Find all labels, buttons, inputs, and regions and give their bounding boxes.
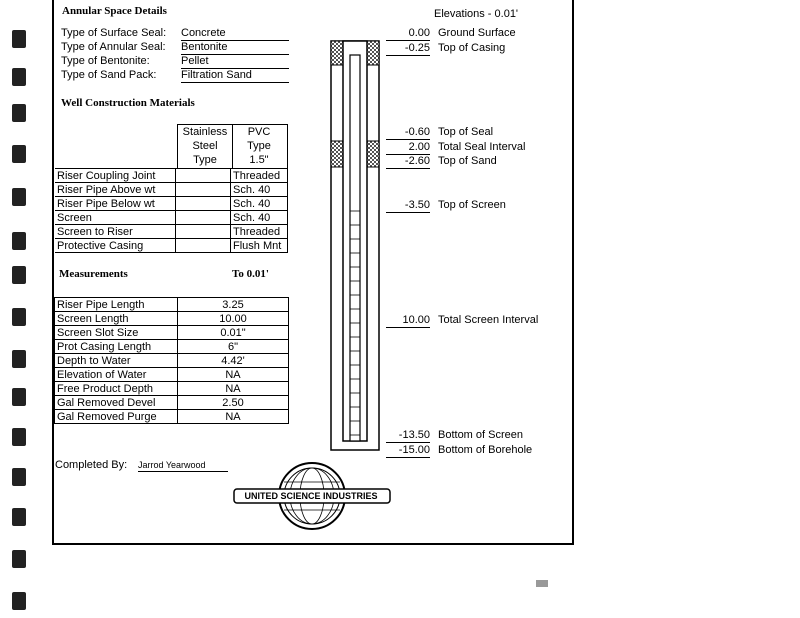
header-line: Type — [247, 140, 271, 152]
completed-label: Completed By: — [55, 459, 128, 471]
row-value: 2.50 — [178, 396, 289, 410]
measurements-unit: To 0.01' — [232, 268, 269, 280]
elevation-bottom-of-borehole — [386, 444, 532, 458]
elevation-value: -13.50 — [386, 429, 430, 443]
row-label: Screen — [55, 211, 176, 225]
annular-value: Bentonite — [181, 41, 289, 55]
elevation-top-of-sand — [386, 155, 497, 169]
annular-label: Type of Bentonite: — [61, 55, 150, 67]
row-label: Free Product Depth — [55, 382, 178, 396]
pvc-header — [231, 124, 288, 169]
annular-value: Pellet — [181, 55, 289, 69]
table-row — [55, 183, 288, 197]
row-label: Gal Removed Purge — [55, 410, 178, 424]
header-line: Type — [193, 154, 217, 166]
well-diagram — [320, 35, 390, 460]
header-line: Stainless — [182, 126, 228, 138]
cell-b: Sch. 40 — [231, 211, 288, 225]
elevation-label: Top of Casing — [438, 42, 506, 54]
row-label: Screen to Riser — [55, 225, 176, 239]
cell-b: Sch. 40 — [231, 183, 288, 197]
annular-value: Concrete — [181, 27, 289, 41]
row-label: Gal Removed Devel — [55, 396, 178, 410]
table-row — [55, 239, 288, 253]
elevation-value: 10.00 — [386, 314, 430, 328]
header-line: Steel — [192, 140, 218, 152]
row-label: Riser Pipe Below wt — [55, 197, 176, 211]
annular-label: Type of Sand Pack: — [61, 69, 157, 81]
annular-value: Filtration Sand — [181, 69, 289, 83]
row-value: NA — [178, 368, 289, 382]
table-row — [55, 298, 289, 312]
cell-b: Threaded — [231, 169, 288, 183]
table-row — [55, 368, 289, 382]
section-title: Annular Space Details — [62, 5, 167, 17]
elevation-top-of-screen — [386, 199, 506, 213]
stainless-header — [177, 124, 233, 169]
cell-b: Sch. 40 — [231, 197, 288, 211]
elevation-label: Top of Seal — [438, 126, 494, 138]
elevation-label: Total Seal Interval — [438, 141, 526, 153]
row-label: Elevation of Water — [55, 368, 178, 382]
elevations-label: Elevations - 0.01' — [434, 8, 519, 20]
elevation-top-of-seal — [386, 126, 493, 140]
row-value: 0.01" — [178, 326, 289, 340]
elevation-label: Top of Sand — [438, 155, 497, 167]
row-value: 3.25 — [178, 298, 289, 312]
elevation-ground-surface — [386, 27, 516, 41]
header-line: PVC — [247, 126, 271, 138]
row-value: NA — [178, 382, 289, 396]
table-row — [55, 410, 289, 424]
elevation-label: Bottom of Borehole — [438, 444, 533, 456]
table-row — [55, 354, 289, 368]
logo-text: UNITED SCIENCE INDUSTRIES — [244, 491, 378, 501]
cell-a — [176, 225, 231, 239]
construction-title: Well Construction Materials — [61, 97, 195, 109]
elevation-value: -0.25 — [386, 42, 430, 56]
row-label: Screen Length — [55, 312, 178, 326]
table-row — [55, 225, 288, 239]
table-row — [55, 211, 288, 225]
row-label: Riser Pipe Length — [55, 298, 178, 312]
completed-name: Jarrod Yearwood — [138, 460, 228, 472]
row-label: Protective Casing — [55, 239, 176, 253]
cell-b: Threaded — [231, 225, 288, 239]
elevation-label: Bottom of Screen — [438, 429, 523, 441]
annular-label: Type of Annular Seal: — [61, 41, 166, 53]
elevation-value: 0.00 — [386, 27, 430, 41]
scan-artifact — [536, 580, 548, 587]
cell-a — [176, 169, 231, 183]
elevation-label: Top of Screen — [438, 199, 506, 211]
table-row — [55, 382, 289, 396]
cell-b: Flush Mnt — [231, 239, 288, 253]
row-value: 6" — [178, 340, 289, 354]
row-label: Riser Pipe Above wt — [55, 183, 176, 197]
elevation-top-of-casing — [386, 42, 505, 56]
elevation-total-seal — [386, 141, 525, 155]
table-row — [55, 396, 289, 410]
row-label: Riser Coupling Joint — [55, 169, 176, 183]
table-row — [55, 312, 289, 326]
cell-a — [176, 197, 231, 211]
measurements-title: Measurements — [59, 268, 128, 280]
elevation-label: Total Screen Interval — [438, 314, 539, 326]
construction-table — [55, 168, 288, 253]
elevation-total-screen — [386, 314, 538, 328]
row-value: 10.00 — [178, 312, 289, 326]
cell-a — [176, 239, 231, 253]
elevation-value: -2.60 — [386, 155, 430, 169]
annular-label: Type of Surface Seal: — [61, 27, 167, 39]
row-label: Depth to Water — [55, 354, 178, 368]
header-line: 1.5" — [249, 154, 269, 166]
elevation-value: -0.60 — [386, 126, 430, 140]
elevation-bottom-of-screen — [386, 429, 523, 443]
elevation-value: -3.50 — [386, 199, 430, 213]
row-value: 4.42' — [178, 354, 289, 368]
elevation-value: -15.00 — [386, 444, 430, 458]
row-label: Screen Slot Size — [55, 326, 178, 340]
table-row — [55, 169, 288, 183]
row-label: Prot Casing Length — [55, 340, 178, 354]
table-row — [55, 326, 289, 340]
table-row — [55, 340, 289, 354]
table-row — [55, 197, 288, 211]
measurements-table — [54, 297, 289, 424]
elevation-value: 2.00 — [386, 141, 430, 155]
elevation-label: Ground Surface — [438, 27, 516, 39]
cell-a — [176, 211, 231, 225]
row-value: NA — [178, 410, 289, 424]
cell-a — [176, 183, 231, 197]
